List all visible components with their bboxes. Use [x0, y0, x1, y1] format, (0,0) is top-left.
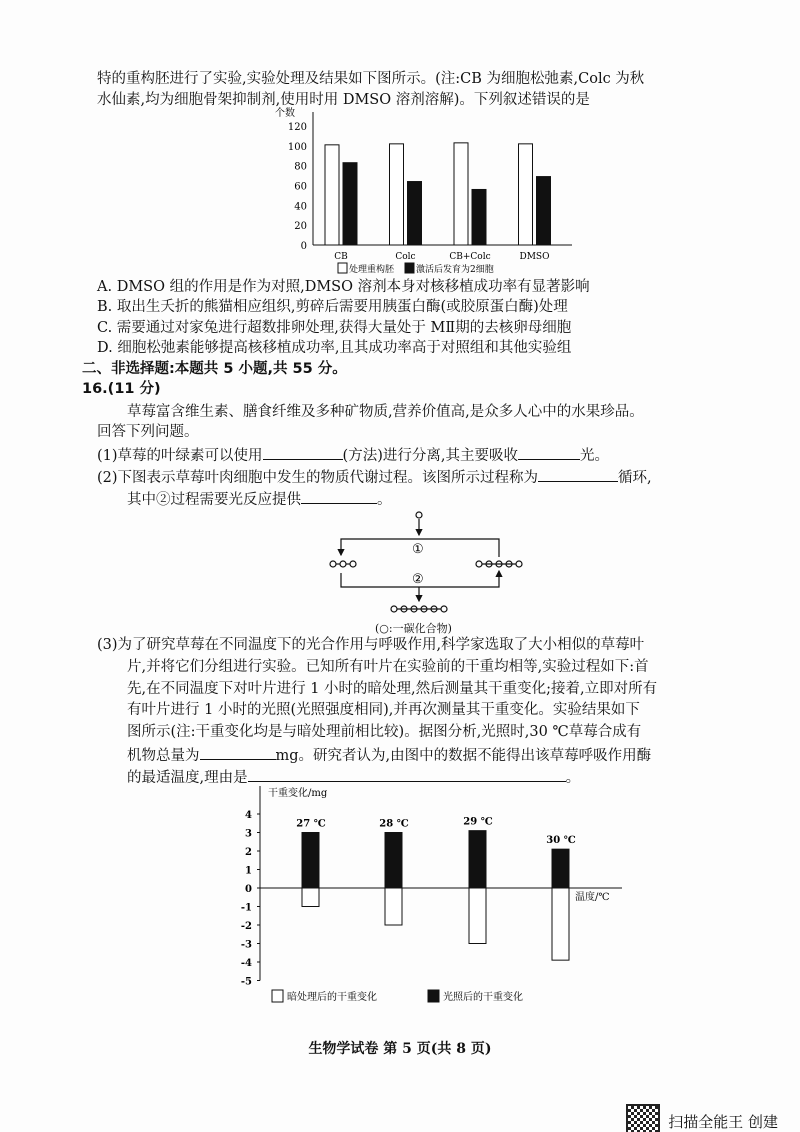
text: 。	[565, 770, 581, 786]
subquestion-3: 先,在不同温度下对叶片进行 1 小时的暗处理,然后测量其干重变化;接着,立即对所有	[127, 681, 658, 697]
y-tick-label: 0	[300, 241, 307, 252]
y-tick-label: 20	[294, 221, 307, 233]
y-tick-label: 120	[287, 122, 307, 133]
y-tick-label: 40	[294, 201, 307, 213]
question-stem: 回答下列问题。	[97, 424, 199, 440]
y-tick-label: 1	[245, 865, 252, 877]
watermark-text: 扫描全能王 创建	[668, 1112, 778, 1131]
option-b: B. 取出生夭折的熊猫相应组织,剪碎后需要用胰蛋白酶(或胶原蛋白酶)处理	[97, 299, 568, 315]
bar-light	[552, 849, 569, 888]
y-tick-label: -3	[240, 939, 252, 951]
y-tick-label: -1	[240, 902, 252, 914]
question-number: 16.(11 分)	[82, 381, 161, 397]
y-tick-label: 60	[294, 181, 307, 193]
x-tick-label: Colc	[395, 252, 416, 262]
text: 。	[377, 492, 392, 508]
text: 的最适温度,理由是	[127, 770, 248, 786]
scanner-watermark	[626, 1104, 778, 1132]
question-stem: 草莓富含维生素、膳食纤维及多种矿物质,营养价值高,是众多人心中的水果珍品。	[127, 404, 644, 420]
legend-label: 暗处理后的干重变化	[287, 992, 377, 1003]
text: 循环,	[618, 470, 652, 486]
bar-light	[469, 831, 486, 888]
bar-light	[385, 833, 402, 889]
text: mg。研究者认为,由图中的数据不能得出该草莓呼吸作用酶	[275, 748, 652, 764]
text: 机物总量为	[127, 748, 200, 764]
section-heading: 二、非选择题:本题共 5 小题,共 55 分。	[82, 361, 347, 377]
page-footer: 生物学试卷 第 5 页(共 8 页)	[308, 1041, 492, 1057]
y-tick-label: -4	[240, 958, 252, 969]
y-tick-label: -2	[240, 921, 252, 932]
y-axis-label: 个数	[275, 108, 295, 119]
step-2-label: ②	[412, 572, 424, 587]
y-tick-label: 3	[245, 828, 252, 840]
y-tick-label: 80	[294, 161, 307, 173]
bar-dark	[469, 888, 486, 944]
temperature-label: 30 ℃	[546, 835, 576, 847]
legend-swatch	[428, 990, 439, 1002]
subquestion-3: 有叶片进行 1 小时的光照(光照强度相同),并再次测量其干重变化。实验结果如下	[127, 702, 640, 718]
legend-label: 处理重构胚	[349, 265, 395, 275]
intro-line: 水仙素,均为细胞骨架抑制剂,使用时用 DMSO 溶剂溶解)。下列叙述错误的是	[97, 92, 590, 108]
text: (1)草莓的叶绿素可以使用	[97, 448, 263, 464]
x-tick-label: CB	[334, 252, 348, 262]
temperature-label: 27 ℃	[296, 818, 326, 830]
subquestion-3: (3)为了研究草莓在不同温度下的光合作用与呼吸作用,科学家选取了大小相似的草莓叶	[97, 637, 645, 653]
legend-swatch	[272, 990, 283, 1002]
temperature-label: 28 ℃	[379, 818, 409, 830]
y-tick-label: 2	[245, 847, 252, 858]
y-tick-label: 100	[287, 141, 307, 153]
subquestion-3: 图所示(注:干重变化均是与暗处理前相比较)。据图分析,光照时,30 ℃草莓合成有	[127, 724, 642, 740]
y-tick-label: -5	[240, 976, 252, 988]
legend-label: 光照后的干重变化	[443, 992, 523, 1003]
option-c: C. 需要通过对家兔进行超数排卵处理,获得大量处于 MⅡ期的去核卵母细胞	[97, 320, 572, 336]
x-axis-label: 温度/℃	[575, 892, 610, 903]
option-a: A. DMSO 组的作用是作为对照,DMSO 溶剂本身对核移植成功率有显著影响	[97, 279, 590, 295]
diagram-legend: (○:一碳化合物)	[375, 622, 452, 635]
bar-light	[302, 833, 319, 889]
temperature-label: 29 ℃	[463, 816, 493, 828]
text: (2)下图表示草莓叶肉细胞中发生的物质代谢过程。该图所示过程称为	[97, 470, 539, 486]
legend-label: 激活后发育为2细胞	[416, 265, 494, 275]
subquestion-3: 片,并将它们分组进行实验。已知所有叶片在实验前的干重均相等,实验过程如下:首	[127, 659, 649, 675]
text: (方法)进行分离,其主要吸收	[342, 448, 518, 464]
text: 其中②过程需要光反应提供	[127, 492, 301, 508]
option-d: D. 细胞松弛素能够提高核移植成功率,且其成功率高于对照组和其他实验组	[97, 340, 572, 356]
step-1-label: ①	[412, 542, 424, 557]
bar-dark	[385, 888, 402, 925]
intro-line: 特的重构胚进行了实验,实验处理及结果如下图所示。(注:CB 为细胞松弛素,Colc 为秋	[97, 71, 645, 87]
y-tick-label: 0	[245, 884, 252, 895]
qr-code-icon	[626, 1104, 660, 1132]
y-tick-label: 4	[245, 810, 252, 821]
bar-dark	[302, 888, 319, 907]
y-axis-label: 干重变化/mg	[268, 788, 328, 799]
x-tick-label: CB+Colc	[449, 252, 491, 262]
bar-dark	[552, 888, 569, 960]
x-tick-label: DMSO	[519, 252, 550, 262]
text: 光。	[579, 448, 609, 464]
